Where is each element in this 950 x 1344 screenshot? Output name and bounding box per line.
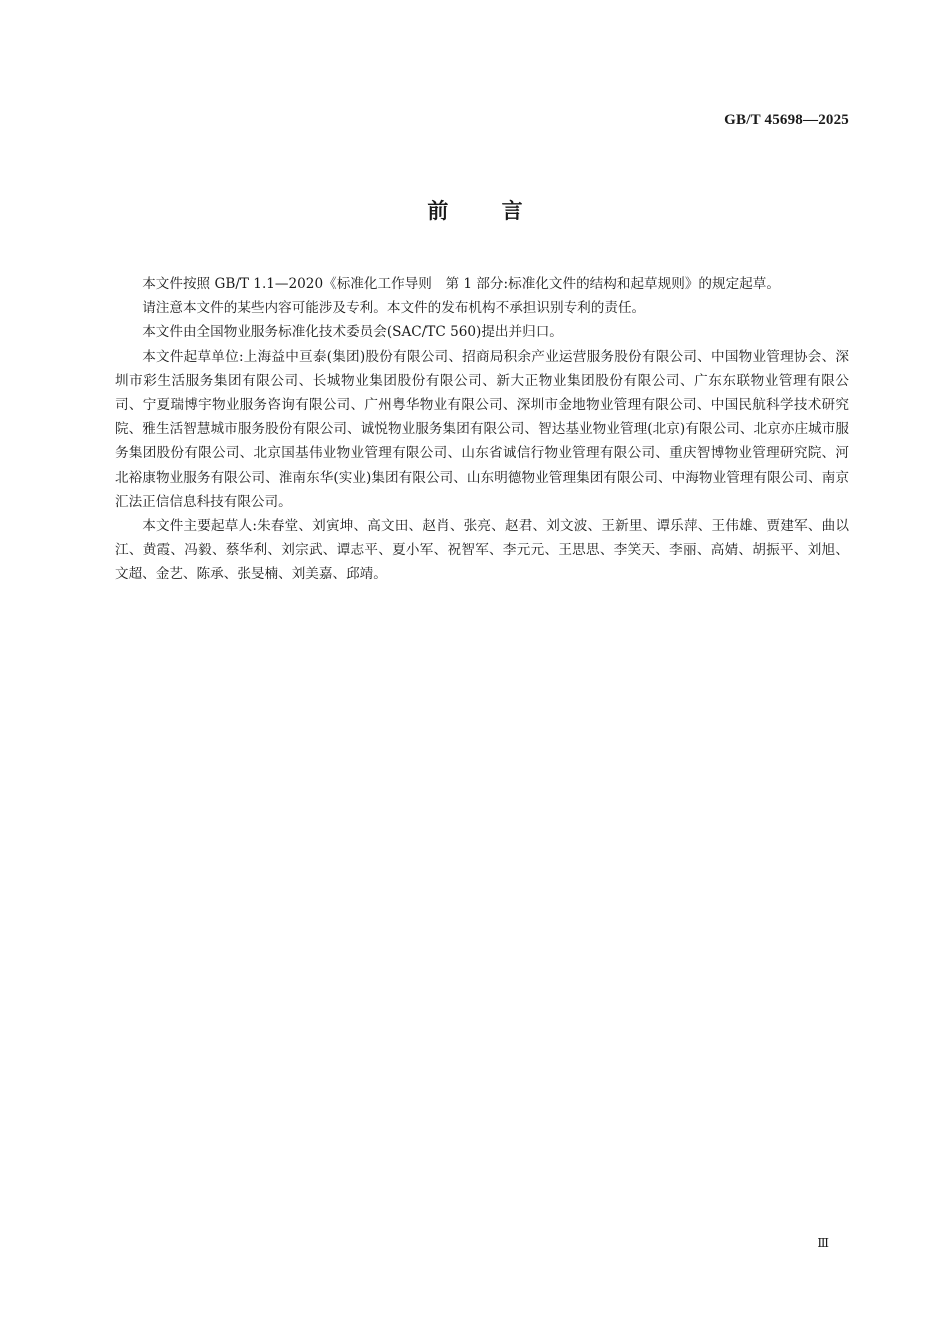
page-number: Ⅲ (817, 1236, 829, 1250)
paragraph-drafting-units: 本文件起草单位:上海益中亘泰(集团)股份有限公司、招商局积余产业运营服务股份有限公司、中国物业管理协会、深圳市彩生活服务集团有限公司、长城物业集团股份有限公司、新大正物业集团股份有限公司、广东东联物业管理有限公司、宁夏瑞博宇物业服务咨询有限公司、广州粤华物业有限公司、深圳市金地物业管理有限公司、中国民航科学技术研究院、雅生活智慧城市服务股份有限公司、诚悦物业服务集团有限公司、智达基业物业管理(北京)有限公司、北京亦庄城市服务集团股份有限公司、北京国基伟业物业管理有限公司、山东省诚信行物业管理有限公司、重庆智博物业管理研究院、河北裕康物业服务有限公司、淮南东华(实业)集团有限公司、山东明德物业管理集团有限公司、中海物业管理有限公司、南京汇法正信信息科技有限公司。 (115, 348, 849, 510)
document-body (115, 272, 849, 587)
paragraph-committee: 本文件由全国物业服务标准化技术委员会(SAC/TC 560)提出并归口。 (142, 324, 563, 341)
paragraph-drafters: 本文件主要起草人:朱春堂、刘寅坤、高文田、赵肖、张亮、赵君、刘文波、王新里、谭乐萍、王伟雄、贾建军、曲以江、黄霞、冯毅、蔡华利、刘宗武、谭志平、夏小军、祝智军、李元元、王思思、李笑天、李丽、高婧、胡振平、刘旭、文超、金艺、陈承、张旻楠、刘美嘉、邱靖。 (115, 518, 849, 583)
paragraph-drafting-rules: 本文件按照 GB/T 1.1—2020《标准化工作导则 第 1 部分:标准化文件的结构和起草规则》的规定起草。 (142, 276, 780, 292)
paragraph-patent-notice: 请注意本文件的某些内容可能涉及专利。本文件的发布机构不承担识别专利的责任。 (142, 300, 646, 317)
standard-number: GB/T 45698—2025 (724, 112, 849, 128)
page-title: 前 言 (427, 199, 523, 223)
